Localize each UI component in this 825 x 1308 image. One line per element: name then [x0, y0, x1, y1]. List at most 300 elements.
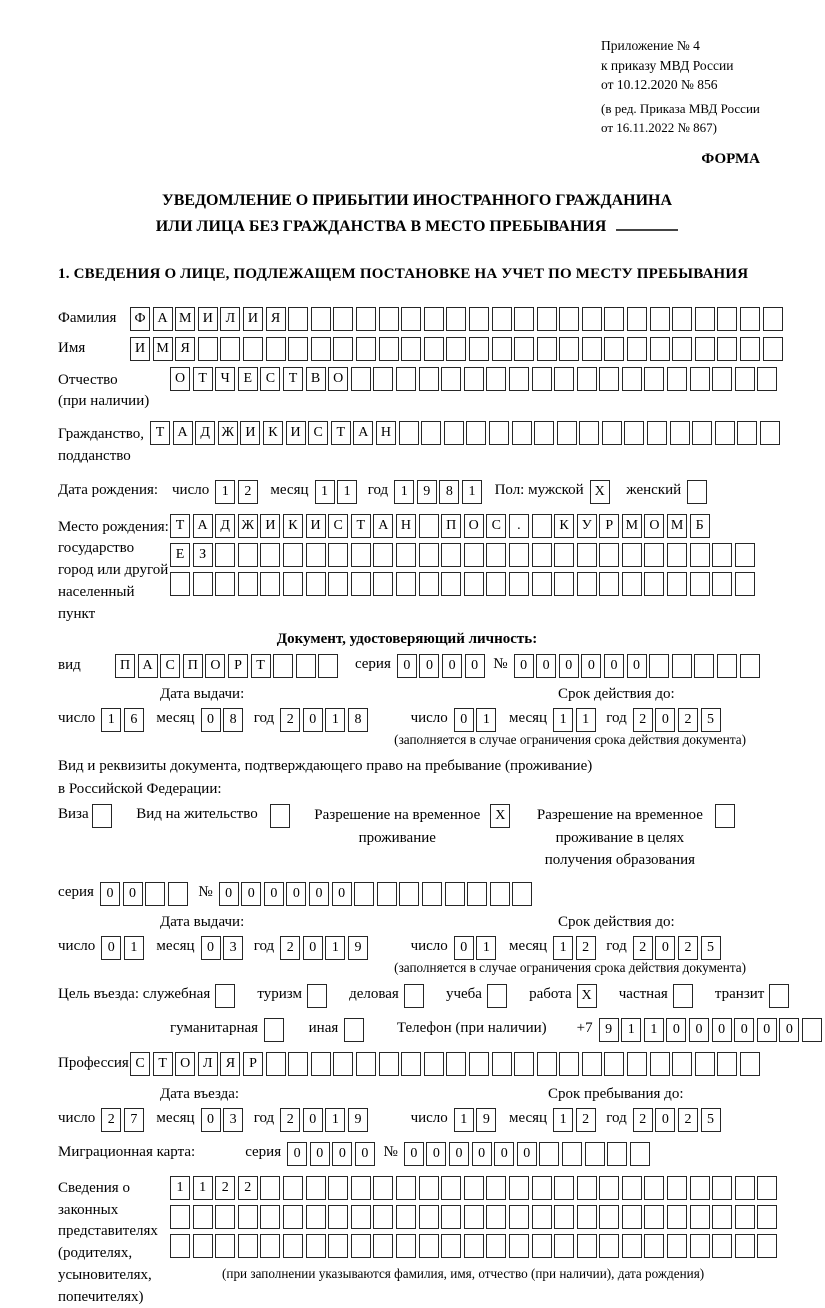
char-box[interactable]: 0 [689, 1018, 709, 1042]
char-box[interactable]: З [193, 543, 213, 567]
char-box[interactable] [760, 421, 780, 445]
char-box[interactable]: О [205, 654, 225, 678]
char-box[interactable]: Д [215, 514, 235, 538]
char-box[interactable] [396, 572, 416, 596]
char-box[interactable]: 2 [633, 936, 653, 960]
char-box[interactable]: И [260, 514, 280, 538]
char-box[interactable] [554, 543, 574, 567]
char-box[interactable] [559, 307, 579, 331]
char-box[interactable] [577, 1205, 597, 1229]
char-box[interactable] [532, 1176, 552, 1200]
char-box[interactable] [419, 543, 439, 567]
char-box[interactable]: И [243, 307, 263, 331]
char-box[interactable] [712, 1176, 732, 1200]
char-box[interactable]: 0 [581, 654, 601, 678]
char-box[interactable]: М [153, 337, 173, 361]
char-box[interactable] [650, 307, 670, 331]
char-box[interactable]: 2 [678, 1108, 698, 1132]
char-box[interactable] [401, 337, 421, 361]
char-box[interactable] [757, 1176, 777, 1200]
char-box[interactable]: 1 [325, 1108, 345, 1132]
char-box[interactable] [238, 1234, 258, 1258]
char-box[interactable] [379, 1052, 399, 1076]
char-box[interactable]: 8 [348, 708, 368, 732]
char-box[interactable] [672, 1052, 692, 1076]
char-box[interactable] [514, 307, 534, 331]
char-box[interactable]: Д [195, 421, 215, 445]
char-box[interactable] [92, 804, 112, 828]
char-box[interactable]: 0 [100, 882, 120, 906]
char-box[interactable] [238, 572, 258, 596]
char-box[interactable] [599, 572, 619, 596]
char-box[interactable] [422, 882, 442, 906]
char-box[interactable]: 0 [303, 936, 323, 960]
char-box[interactable] [486, 572, 506, 596]
char-box[interactable] [399, 882, 419, 906]
char-box[interactable] [735, 1176, 755, 1200]
char-box[interactable] [607, 1142, 627, 1166]
char-box[interactable]: 0 [264, 882, 284, 906]
char-box[interactable] [424, 307, 444, 331]
char-box[interactable] [446, 1052, 466, 1076]
char-box[interactable] [464, 572, 484, 596]
char-box[interactable] [670, 421, 690, 445]
char-box[interactable] [306, 572, 326, 596]
char-box[interactable] [604, 1052, 624, 1076]
char-box[interactable] [737, 421, 757, 445]
char-box[interactable]: 0 [712, 1018, 732, 1042]
char-box[interactable]: А [153, 307, 173, 331]
char-box[interactable] [464, 1176, 484, 1200]
char-box[interactable] [712, 1205, 732, 1229]
char-box[interactable]: 2 [238, 480, 258, 504]
char-box[interactable]: 2 [280, 708, 300, 732]
char-box[interactable] [333, 337, 353, 361]
char-box[interactable] [264, 1018, 284, 1042]
char-box[interactable] [396, 543, 416, 567]
char-box[interactable]: И [198, 307, 218, 331]
char-box[interactable]: 1 [553, 1108, 573, 1132]
char-box[interactable] [215, 984, 235, 1008]
char-box[interactable] [690, 572, 710, 596]
char-box[interactable]: 0 [757, 1018, 777, 1042]
char-box[interactable]: 2 [633, 1108, 653, 1132]
char-box[interactable] [487, 984, 507, 1008]
char-box[interactable] [740, 307, 760, 331]
char-box[interactable]: М [667, 514, 687, 538]
char-box[interactable] [532, 543, 552, 567]
char-box[interactable] [489, 421, 509, 445]
char-box[interactable]: 1 [476, 936, 496, 960]
char-box[interactable]: О [644, 514, 664, 538]
char-box[interactable]: О [328, 367, 348, 391]
char-box[interactable] [740, 1052, 760, 1076]
char-box[interactable]: Т [153, 1052, 173, 1076]
char-box[interactable]: 0 [310, 1142, 330, 1166]
char-box[interactable] [441, 543, 461, 567]
char-box[interactable] [735, 1205, 755, 1229]
char-box[interactable]: 0 [655, 1108, 675, 1132]
char-box[interactable] [373, 1234, 393, 1258]
char-box[interactable]: 0 [303, 708, 323, 732]
char-box[interactable]: 9 [599, 1018, 619, 1042]
char-box[interactable] [622, 572, 642, 596]
char-box[interactable] [441, 572, 461, 596]
char-box[interactable]: Р [228, 654, 248, 678]
char-box[interactable] [486, 1176, 506, 1200]
char-box[interactable] [469, 307, 489, 331]
char-box[interactable] [306, 1234, 326, 1258]
char-box[interactable] [215, 1234, 235, 1258]
char-box[interactable] [215, 543, 235, 567]
char-box[interactable] [695, 307, 715, 331]
char-box[interactable]: Я [175, 337, 195, 361]
char-box[interactable] [260, 1176, 280, 1200]
char-box[interactable] [444, 421, 464, 445]
char-box[interactable]: 7 [124, 1108, 144, 1132]
char-box[interactable]: Ф [130, 307, 150, 331]
char-box[interactable] [740, 654, 760, 678]
char-box[interactable]: 0 [101, 936, 121, 960]
char-box[interactable] [577, 1234, 597, 1258]
char-box[interactable] [469, 1052, 489, 1076]
char-box[interactable] [464, 1205, 484, 1229]
char-box[interactable]: 5 [701, 936, 721, 960]
char-box[interactable] [396, 1176, 416, 1200]
char-box[interactable] [377, 882, 397, 906]
char-box[interactable] [644, 572, 664, 596]
char-box[interactable] [582, 1052, 602, 1076]
char-box[interactable] [672, 307, 692, 331]
char-box[interactable] [647, 421, 667, 445]
char-box[interactable]: 1 [337, 480, 357, 504]
char-box[interactable]: Л [220, 307, 240, 331]
char-box[interactable] [373, 543, 393, 567]
char-box[interactable] [577, 543, 597, 567]
char-box[interactable] [288, 307, 308, 331]
char-box[interactable]: 9 [348, 936, 368, 960]
char-box[interactable] [419, 367, 439, 391]
char-box[interactable] [624, 421, 644, 445]
char-box[interactable] [170, 1234, 190, 1258]
char-box[interactable]: 1 [553, 936, 573, 960]
char-box[interactable]: 2 [238, 1176, 258, 1200]
char-box[interactable]: 0 [465, 654, 485, 678]
char-box[interactable]: 0 [286, 882, 306, 906]
char-box[interactable] [328, 1234, 348, 1258]
char-box[interactable]: 0 [514, 654, 534, 678]
char-box[interactable] [554, 367, 574, 391]
char-box[interactable] [170, 572, 190, 596]
char-box[interactable]: 0 [472, 1142, 492, 1166]
char-box[interactable] [604, 307, 624, 331]
char-box[interactable]: Ч [215, 367, 235, 391]
char-box[interactable] [373, 1205, 393, 1229]
char-box[interactable] [667, 1176, 687, 1200]
char-box[interactable] [306, 1205, 326, 1229]
char-box[interactable] [509, 572, 529, 596]
char-box[interactable] [557, 421, 577, 445]
char-box[interactable]: А [373, 514, 393, 538]
char-box[interactable]: 2 [633, 708, 653, 732]
char-box[interactable] [622, 1176, 642, 1200]
char-box[interactable] [692, 421, 712, 445]
char-box[interactable] [464, 543, 484, 567]
char-box[interactable] [604, 337, 624, 361]
char-box[interactable]: Я [266, 307, 286, 331]
char-box[interactable]: 0 [397, 654, 417, 678]
char-box[interactable]: С [260, 367, 280, 391]
char-box[interactable] [735, 572, 755, 596]
char-box[interactable] [537, 1052, 557, 1076]
char-box[interactable]: А [138, 654, 158, 678]
char-box[interactable] [396, 1234, 416, 1258]
char-box[interactable] [238, 1205, 258, 1229]
char-box[interactable]: 1 [170, 1176, 190, 1200]
char-box[interactable] [735, 367, 755, 391]
char-box[interactable] [401, 307, 421, 331]
char-box[interactable]: 0 [627, 654, 647, 678]
char-box[interactable] [717, 1052, 737, 1076]
char-box[interactable] [599, 1234, 619, 1258]
char-box[interactable]: 1 [621, 1018, 641, 1042]
char-box[interactable] [599, 1205, 619, 1229]
char-box[interactable]: Ж [218, 421, 238, 445]
char-box[interactable]: Б [690, 514, 710, 538]
char-box[interactable] [715, 804, 735, 828]
char-box[interactable] [419, 1234, 439, 1258]
char-box[interactable]: Р [599, 514, 619, 538]
char-box[interactable] [717, 337, 737, 361]
char-box[interactable] [469, 337, 489, 361]
char-box[interactable] [328, 1176, 348, 1200]
char-box[interactable] [193, 1205, 213, 1229]
char-box[interactable] [419, 1176, 439, 1200]
char-box[interactable] [650, 1052, 670, 1076]
char-box[interactable]: 0 [536, 654, 556, 678]
char-box[interactable]: 0 [201, 936, 221, 960]
char-box[interactable]: Т [170, 514, 190, 538]
char-box[interactable]: 0 [419, 654, 439, 678]
char-box[interactable] [509, 367, 529, 391]
char-box[interactable] [667, 1234, 687, 1258]
char-box[interactable] [421, 421, 441, 445]
char-box[interactable] [627, 337, 647, 361]
char-box[interactable]: И [286, 421, 306, 445]
char-box[interactable] [537, 307, 557, 331]
char-box[interactable]: Т [351, 514, 371, 538]
char-box[interactable]: 0 [303, 1108, 323, 1132]
char-box[interactable]: 1 [193, 1176, 213, 1200]
char-box[interactable]: С [130, 1052, 150, 1076]
char-box[interactable]: 1 [215, 480, 235, 504]
char-box[interactable] [486, 1205, 506, 1229]
char-box[interactable]: 3 [223, 1108, 243, 1132]
char-box[interactable] [306, 1176, 326, 1200]
char-box[interactable]: Т [193, 367, 213, 391]
char-box[interactable]: 1 [454, 1108, 474, 1132]
char-box[interactable]: П [115, 654, 135, 678]
char-box[interactable] [419, 514, 439, 538]
char-box[interactable] [441, 367, 461, 391]
char-box[interactable] [296, 654, 316, 678]
char-box[interactable] [351, 572, 371, 596]
char-box[interactable]: 1 [553, 708, 573, 732]
char-box[interactable] [622, 1234, 642, 1258]
char-box[interactable] [644, 1205, 664, 1229]
char-box[interactable]: 2 [101, 1108, 121, 1132]
char-box[interactable] [260, 1205, 280, 1229]
char-box[interactable] [687, 480, 707, 504]
char-box[interactable] [717, 307, 737, 331]
char-box[interactable] [441, 1234, 461, 1258]
char-box[interactable]: 0 [219, 882, 239, 906]
char-box[interactable]: 9 [417, 480, 437, 504]
char-box[interactable]: 2 [215, 1176, 235, 1200]
char-box[interactable]: 1 [476, 708, 496, 732]
char-box[interactable] [649, 654, 669, 678]
char-box[interactable] [288, 337, 308, 361]
char-box[interactable] [351, 1234, 371, 1258]
char-box[interactable] [690, 543, 710, 567]
char-box[interactable]: 5 [701, 708, 721, 732]
char-box[interactable]: 0 [309, 882, 329, 906]
char-box[interactable] [215, 1205, 235, 1229]
char-box[interactable] [283, 1176, 303, 1200]
char-box[interactable] [351, 543, 371, 567]
char-box[interactable]: 1 [462, 480, 482, 504]
char-box[interactable] [311, 337, 331, 361]
char-box[interactable] [441, 1205, 461, 1229]
char-box[interactable] [307, 984, 327, 1008]
char-box[interactable]: 2 [280, 1108, 300, 1132]
char-box[interactable] [712, 367, 732, 391]
char-box[interactable] [168, 882, 188, 906]
char-box[interactable] [712, 1234, 732, 1258]
char-box[interactable]: 1 [124, 936, 144, 960]
char-box[interactable] [582, 337, 602, 361]
char-box[interactable] [577, 572, 597, 596]
char-box[interactable] [311, 307, 331, 331]
char-box[interactable] [532, 367, 552, 391]
char-box[interactable]: М [175, 307, 195, 331]
char-box[interactable] [354, 882, 374, 906]
char-box[interactable]: 1 [394, 480, 414, 504]
char-box[interactable] [735, 1234, 755, 1258]
char-box[interactable] [379, 337, 399, 361]
char-box[interactable]: 0 [332, 882, 352, 906]
char-box[interactable] [532, 1234, 552, 1258]
char-box[interactable] [243, 337, 263, 361]
char-box[interactable]: И [130, 337, 150, 361]
char-box[interactable] [802, 1018, 822, 1042]
char-box[interactable]: Т [251, 654, 271, 678]
char-box[interactable] [562, 1142, 582, 1166]
char-box[interactable] [238, 543, 258, 567]
char-box[interactable] [717, 654, 737, 678]
char-box[interactable] [622, 1205, 642, 1229]
char-box[interactable] [492, 307, 512, 331]
char-box[interactable] [328, 572, 348, 596]
char-box[interactable]: О [175, 1052, 195, 1076]
char-box[interactable] [579, 421, 599, 445]
char-box[interactable]: 1 [644, 1018, 664, 1042]
char-box[interactable]: 0 [241, 882, 261, 906]
char-box[interactable]: 0 [442, 654, 462, 678]
char-box[interactable] [318, 654, 338, 678]
char-box[interactable] [644, 367, 664, 391]
char-box[interactable] [270, 804, 290, 828]
char-box[interactable]: 0 [666, 1018, 686, 1042]
char-box[interactable] [740, 337, 760, 361]
char-box[interactable] [690, 1176, 710, 1200]
char-box[interactable] [486, 367, 506, 391]
char-box[interactable]: С [308, 421, 328, 445]
char-box[interactable] [283, 572, 303, 596]
char-box[interactable] [266, 1052, 286, 1076]
char-box[interactable] [514, 1052, 534, 1076]
char-box[interactable]: 6 [124, 708, 144, 732]
char-box[interactable]: У [577, 514, 597, 538]
char-box[interactable] [193, 1234, 213, 1258]
char-box[interactable] [554, 1176, 574, 1200]
char-box[interactable]: Ж [238, 514, 258, 538]
char-box[interactable]: 0 [454, 708, 474, 732]
char-box[interactable] [283, 1205, 303, 1229]
char-box[interactable]: X [490, 804, 510, 828]
char-box[interactable]: М [622, 514, 642, 538]
char-box[interactable] [757, 367, 777, 391]
char-box[interactable]: 0 [201, 1108, 221, 1132]
char-box[interactable] [344, 1018, 364, 1042]
char-box[interactable] [486, 543, 506, 567]
char-box[interactable]: 0 [655, 936, 675, 960]
char-box[interactable]: С [160, 654, 180, 678]
char-box[interactable]: 0 [559, 654, 579, 678]
char-box[interactable]: С [328, 514, 348, 538]
char-box[interactable]: 1 [325, 936, 345, 960]
char-box[interactable] [667, 572, 687, 596]
char-box[interactable] [757, 1234, 777, 1258]
char-box[interactable] [424, 1052, 444, 1076]
char-box[interactable] [627, 307, 647, 331]
char-box[interactable]: 0 [454, 936, 474, 960]
char-box[interactable]: 2 [576, 1108, 596, 1132]
char-box[interactable]: 0 [734, 1018, 754, 1042]
char-box[interactable] [690, 1234, 710, 1258]
char-box[interactable] [509, 1176, 529, 1200]
char-box[interactable]: 5 [701, 1108, 721, 1132]
char-box[interactable] [373, 572, 393, 596]
char-box[interactable] [512, 421, 532, 445]
char-box[interactable] [627, 1052, 647, 1076]
char-box[interactable] [283, 543, 303, 567]
char-box[interactable] [514, 337, 534, 361]
char-box[interactable] [534, 421, 554, 445]
char-box[interactable] [328, 1205, 348, 1229]
char-box[interactable]: П [441, 514, 461, 538]
char-box[interactable] [644, 1176, 664, 1200]
char-box[interactable] [667, 367, 687, 391]
char-box[interactable] [351, 1176, 371, 1200]
char-box[interactable]: В [306, 367, 326, 391]
char-box[interactable] [373, 1176, 393, 1200]
char-box[interactable] [644, 1234, 664, 1258]
char-box[interactable] [582, 307, 602, 331]
char-box[interactable]: Т [150, 421, 170, 445]
char-box[interactable]: 8 [439, 480, 459, 504]
char-box[interactable] [650, 337, 670, 361]
